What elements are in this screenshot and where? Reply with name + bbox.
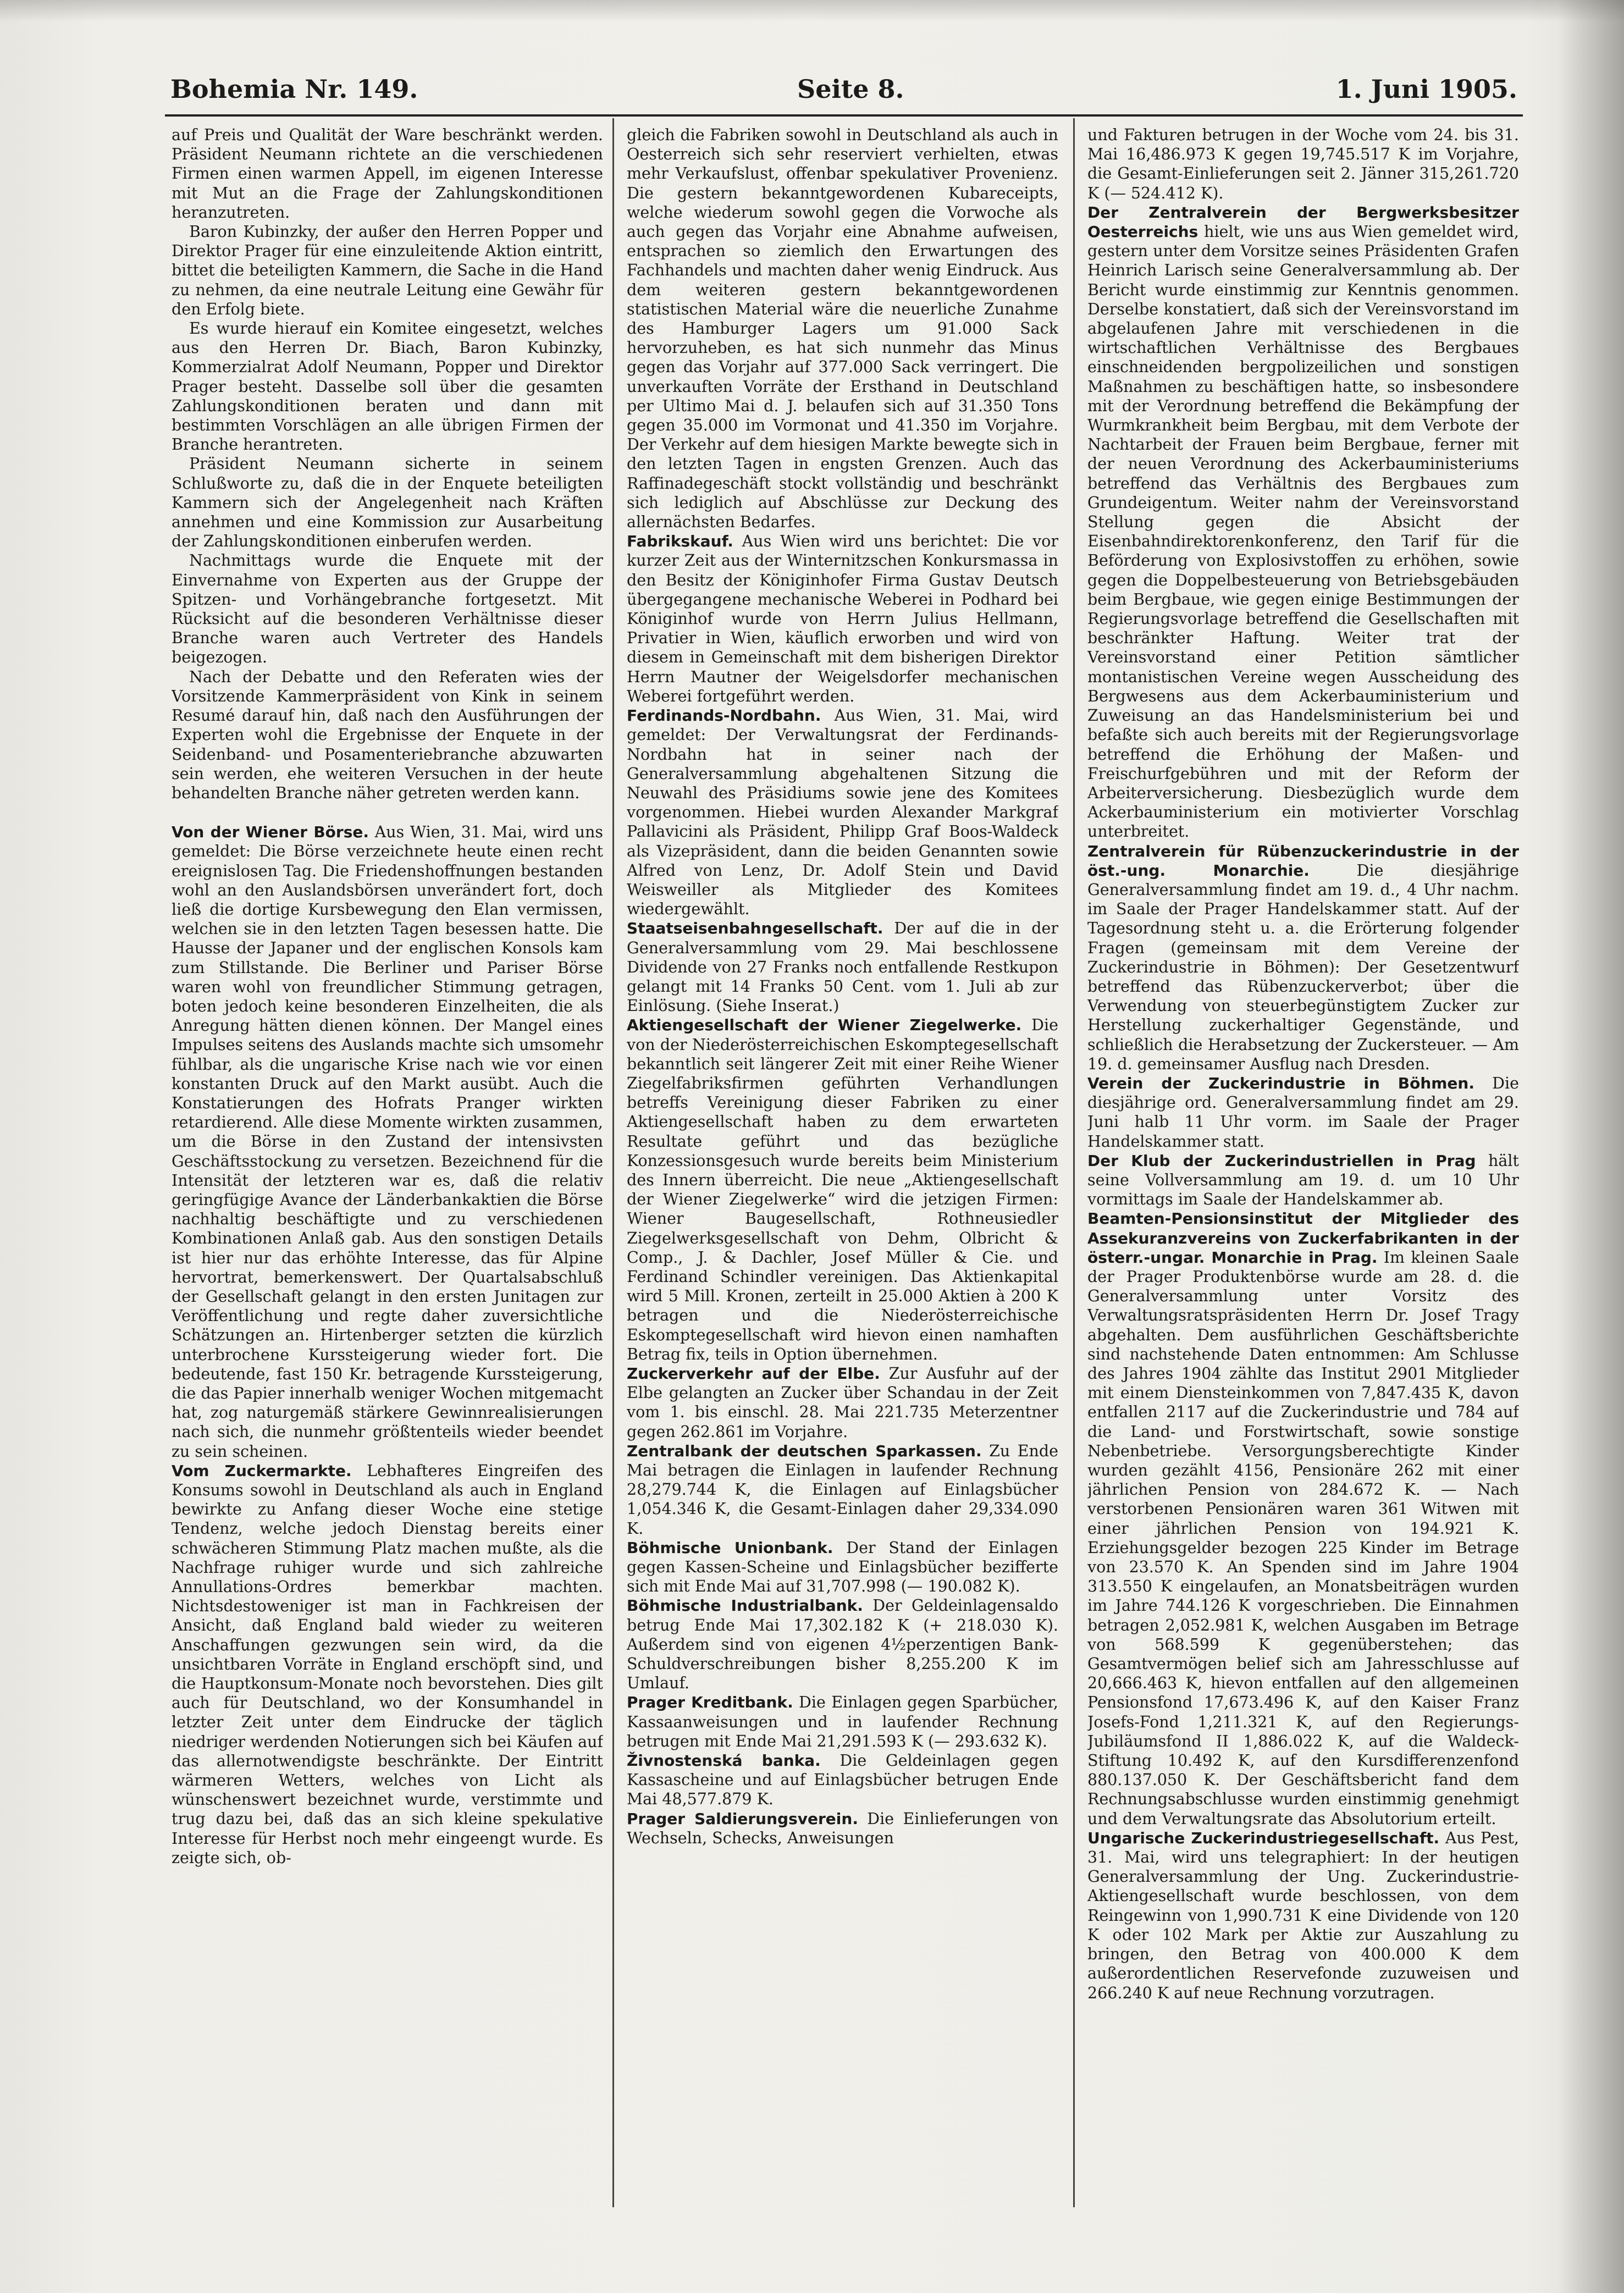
column-2: [627, 125, 1058, 2203]
paragraph-text: Aus Pest, 31. Mai, wird uns telegraphiert: In der heutigen Generalversammlung der Ung. Zuckerindustrie-Aktiengesellschaft wurde beschlossen, von dem Reingewinn von 1,990.731 K eine Dividende von 120 K oder 102 Mark per Aktie zur Auszahlung zu bringen, den Betrag von 400.000 K dem außerordentlichen Reservefonde zuzuweisen und 266.240 K auf neue Rechnung vorzutragen.: [1087, 1828, 1519, 2002]
paragraph-text: Die von der Niederösterreichischen Eskomptegesellschaft bekanntlich seit längerer Zeit mit einer Reihe Wiener Ziegelfabriksfirmen geführten Verhandlungen betreffs Vereinigung dieser Fabriken zu einer Aktiengesellschaft haben zu dem erwarteten Resultate geführt und das bezügliche Konzessionsgesuch wurde bereits beim Ministerium des Innern überreicht. Die neue „Aktiengesellschaft der Wiener Ziegelwerke“ wird die jetzigen Firmen: Wiener Baugesellschaft, Rothneusiedler Ziegelwerksgesellschaft von Dehm, Olbricht & Comp., J. & Dachler, Josef Müller & Cie. und Ferdinand Schindler vereinigen. Das Aktienkapital wird 5 Mill. Kronen, zerteilt in 25.000 Aktien à 200 K betragen und die Niederösterreichische Eskomptegesellschaft wird hievon einen namhaften Betrag fix, teils in Option übernehmen.: [627, 1016, 1058, 1363]
paragraph-text: Die Einlagen gegen Sparbücher, Kassaanweisungen und in laufender Rechnung betrugen mit Ende Mai 21,291.593 K (— 293.632 K).: [627, 1693, 1058, 1750]
news-item-heading: Prager Saldierungsverein.: [627, 1809, 858, 1828]
paragraph-text: Nach der Debatte und den Referaten wies der Vorsitzende Kammerpräsident von Kink in seinem Resumé darauf hin, daß nach den Ausführungen der Experten wohl die Ergebnisse der Enquete in der Seidenband- und Posamenteriebranche abzuwarten sein werden, ehe weiteren Versuchen in der heute behandelten Branche näher getreten werden kann.: [172, 667, 603, 802]
paragraph-text: und Fakturen betrugen in der Woche vom 24. bis 31. Mai 16,486.973 K gegen 19,745.517 K im Vorjahre, die Gesamt-Einlieferungen seit 2. Jänner 315,261.720 K (— 524.412 K).: [1087, 126, 1519, 202]
news-item-heading: Prager Kreditbank.: [627, 1693, 793, 1712]
article-paragraph: [172, 667, 603, 803]
news-item-heading: Živnostenská banka.: [627, 1751, 821, 1770]
news-item-heading: Zentralbank der deutschen Sparkassen.: [627, 1441, 982, 1460]
page-header: [170, 74, 1517, 113]
paragraph-gap: [172, 803, 603, 822]
column-3: [1087, 125, 1519, 2203]
news-item: [627, 1751, 1058, 1809]
paragraph-text: Im kleinen Saale der Prager Produktenbörse wurde am 28. d. die Generalversammlung unter Vorsitz des Verwaltungsratspräsidenten Herrn Dr. Josef Tragy abgehalten. Dem ausführlichen Geschäftsberichte sind nachstehende Daten entnommen: Am Schlusse des Jahres 1904 zählte das Institut 2901 Mitglieder mit einem Diensteinkommen von 7,847.435 K, davon entfallen 2117 auf die Zuckerindustrie und 784 auf die Land- und Forstwirtschaft, sowie sonstige Nebenbetriebe. Versorgungsberechtigte Kinder wurden gezählt 4156, Pensionäre 262 mit einer jährlichen Pension von 284.672 K. — Nach verstorbenen Pensionären waren 361 Witwen mit einer jährlichen Pension von 194.921 K. Erziehungsgelder bezogen 225 Kinder im Betrage von 23.570 K. An Spenden sind im Jahre 1904 313.550 K eingelaufen, an Monatsbeiträgen wurden im Jahre 744.126 K vorgeschrieben. Die Einnahmen betragen 2,052.981 K, welchen Ausgaben im Betrage von 568.599 K gegenüberstehen; das Gesamtvermögen belief sich am Jahresschlusse auf 20,666.463 K, hievon entfallen auf den allgemeinen Pensionsfond 17,673.496 K, auf den Kaiser Franz Josefs-Fond 1,211.321 K, auf den Regierungs-Jubiläumsfond II 1,886.022 K, auf die Waldeck-Stiftung 10.492 K, auf den Kursdifferenzenfond 880.137.050 K. Der Geschäftsbericht fand dem Rechnungsabschlusse wurden einstimmig genehmigt und dem Verwaltungsrate das Absolutorium erteilt.: [1087, 1248, 1519, 1828]
paragraph-text: Baron Kubinzky, der außer den Herren Popper und Direktor Prager für eine einzuleitende Aktion eintritt, bittet die beteiligten Kammern, die Sache in die Hand zu nehmen, da eine neutrale Leitung eine Gewähr für den Erfolg biete.: [172, 223, 603, 318]
paragraph-text: Der Stand der Einlagen gegen Kassen-Scheine und Einlagsbücher bezifferte sich mit Ende Mai auf 31,707.998 (— 190.082 K).: [627, 1538, 1058, 1596]
article-paragraph: [627, 125, 1058, 532]
article-paragraph: [172, 222, 603, 319]
news-item: [172, 822, 603, 1461]
paragraph-text: hält seine Vollversammlung am 19. d. um 10 Uhr vormittags im Saale der Handelskammer ab.: [1087, 1151, 1519, 1209]
news-item: [1087, 842, 1519, 1074]
paragraph-text: Aus Wien wird uns berichtet: Die vor kurzer Zeit aus der Winternitzschen Konkursmassa in den Besitz der Königinhofer Firma Gustav Deutsch übergegangene mechanische Weberei in Podhard bei Königinhof wurde von Herrn Julius Hellmann, Privatier in Wien, käuflich erworben und wird von diesem in Gemeinschaft mit dem bisherigen Direktor Herrn Mautner der Weigelsdorfer mechanischen Weberei fortgeführt werden.: [627, 532, 1058, 705]
article-paragraph: [172, 319, 603, 454]
paragraph-text: auf Preis und Qualität der Ware beschränkt werden. Präsident Neumann richtete an die verschiedenen Firmen einen warmen Appell, im eigenen Interesse mit Mut an die Frage der Zahlungskonditionen heranzutreten.: [172, 126, 603, 222]
header-masthead: Bohemia Nr. 149.: [170, 74, 418, 104]
paragraph-text: Die Geldeinlagen gegen Kassascheine und auf Einlagsbücher betrugen Ende Mai 48,577.879 K.: [627, 1751, 1058, 1809]
news-item: [627, 1538, 1058, 1596]
news-item: [1087, 1151, 1519, 1209]
news-item: [627, 1441, 1058, 1538]
news-item: [627, 706, 1058, 919]
scan-right-edge: [1558, 0, 1624, 2293]
paragraph-text: Präsident Neumann sicherte in seinem Schlußworte zu, daß die in der Enquete beteiligten Kammern sich der Angelegenheit nach Kräften annehmen und eine Kommission zur Ausarbeitung der Zahlungskonditionen einberufen werden.: [172, 455, 603, 551]
article-paragraph: [172, 125, 603, 222]
news-item: [172, 1461, 603, 1867]
paragraph-text: Die diesjährige Generalversammlung findet am 19. d., 4 Uhr nachm. im Saale der Prager Handelskammer statt. Auf der Tagesordnung steht u. a. die Erörterung folgender Fragen (gemeinsam mit dem Vereine der Zuckerindustrie in Böhmen): Der Gesetzentwurf betreffend das Rübenzuckerverbot; über die Verwendung von steuerbegünstigtem Zucker zur Herstellung zuckerhaltiger Gegenstände, und schließlich die Herabsetzung der Zuckersteuer. — Am 19. d. gemeinsamer Ausflug nach Dresden.: [1087, 861, 1519, 1073]
column-rule-2: [1073, 118, 1075, 2207]
article-paragraph: [172, 454, 603, 551]
news-item-heading: Fabrikskauf.: [627, 532, 733, 551]
paragraph-text: Nachmittags wurde die Enquete mit der Einvernahme von Experten aus der Gruppe der Spitzen- und Vorhängebranche fortgesetzt. Mit Rücksicht auf die besonderen Verhältnisse dieser Branche waren auch Vertreter des Handels beigezogen.: [172, 551, 603, 667]
paragraph-text: Die diesjährige ord. Generalversammlung findet am 29. Juni halb 11 Uhr vorm. im Saale der Prager Handelskammer statt.: [1087, 1074, 1519, 1151]
paragraph-text: Zu Ende Mai betragen die Einlagen in laufender Rechnung 28,279.744 K, die Einlagen auf Einlagsbücher 1,054.346 K, die Gesamt-Einlagen daher 29,334.090 K.: [627, 1441, 1058, 1538]
news-item-heading: Zuckerverkehr auf der Elbe.: [627, 1364, 880, 1383]
news-item: [1087, 203, 1519, 842]
column-rule-1: [612, 118, 614, 2207]
news-item-heading: Der Klub der Zuckerindustriellen in Prag: [1087, 1151, 1476, 1170]
scan-top-shadow: [0, 0, 1624, 22]
news-item: [627, 919, 1058, 1015]
news-item-heading: Beamten-Pensionsinstitut der Mitglieder des Assekuranzvereins von Zuckerfabrikanten in der österr.-ungar. Monarchie in Prag.: [1087, 1209, 1519, 1267]
paragraph-text: Aus Wien, 31. Mai, wird uns gemeldet: Die Börse verzeichnete heute einen recht ereignislosen Tag. Die Friedenshoffnungen bestanden wohl an den Auslandsbörsen unverändert fort, doch ließ die dortige Kursbewegung den Elan vermissen, welchen sie in den letzten Tagen besessen hatte. Die Hausse der Japaner und der englischen Konsols kam zum Stillstande. Die Berliner und Pariser Börse waren wohl von freundlicher Stimmung getragen, boten jedoch keine besonderen Einzelheiten, die als Anregung hätten dienen können. Der Mangel eines Impulses seitens des Auslands machte sich umsomehr fühlbar, als die ungarische Krise nach wie vor einen konstanten Druck auf den Markt ausübt. Auch die Konstatierungen des Hofrats Pranger wirkten retardierend. Alle diese Momente wirkten zusammen, um die Börse in den Zustand der intensivsten Geschäftsstockung zu versetzen. Bezeichnend für die Intensität der letzteren war es, daß die relativ geringfügige Avance der Länderbankaktien die Börse nachhaltig beschäftigte und zu verschiedenen Kombinationen Anlaß gab. Aus den sonstigen Details ist hier nur das erhöhte Interesse, das für Alpine hervortrat, bemerkenswert. Der Quartalsabschluß der Gesellschaft gelangt in den ersten Junitagen zur Veröffentlichung und regte daher zuversichtliche Schätzungen an. Hirtenberger setzten die kürzlich unterbrochene Kurssteigerung wieder fort. Die bedeutende, fast 150 Kr. betragende Kurssteigerung, die das Papier innerhalb weniger Wochen mitgemacht hat, zog naturgemäß stärkere Gewinnrealisierungen nach sich, die nunmehr größtenteils wieder beendet zu sein scheinen.: [172, 823, 603, 1461]
news-item: [627, 1809, 1058, 1848]
paragraph-text: Zur Ausfuhr auf der Elbe gelangten an Zucker über Schandau in der Zeit vom 1. bis einschl. 28. Mai 221.735 Meterzentner gegen 262.861 im Vorjahre.: [627, 1364, 1058, 1441]
news-item: [627, 1596, 1058, 1693]
header-page-number: Seite 8.: [797, 74, 904, 104]
header-rule: [165, 114, 1523, 117]
news-item-heading: Aktiengesellschaft der Wiener Ziegelwerke.: [627, 1016, 1022, 1035]
paragraph-text: Es wurde hierauf ein Komitee eingesetzt, welches aus den Herren Dr. Biach, Baron Kubinzky, Kommerzialrat Adolf Neumann, Popper und Direktor Prager besteht. Dasselbe soll über die gesamten Zahlungskonditionen beraten und dann mit bestimmten Vorschlägen an alle übrigen Firmen der Branche herantreten.: [172, 319, 603, 454]
news-item-heading: Staatseisenbahngesellschaft.: [627, 919, 883, 938]
paragraph-text: Lebhafteres Eingreifen des Konsums sowohl in Deutschland als auch in England bewirkte zu Anfang dieser Woche eine stetige Tendenz, welche jedoch Dienstag bereits einer schwächeren Stimmung Platz machen mußte, als die Nachfrage ruhiger wurde und sich zahlreiche Annullations-Ordres bemerkbar machten. Nichtsdestoweniger ist man in Fachkreisen der Ansicht, daß England bald wieder zu weiteren Anschaffungen gezwungen sein wird, da die unsichtbaren Vorräte in England erschöpft sind, und die Hauptkonsum-Monate noch bevorstehen. Dies gilt auch für Deutschland, wo der Konsumhandel in letzter Zeit unter dem Eindrucke der täglich niedriger werdenden Notierungen sich bei Käufen auf das allernotwendigste beschränkte. Der Eintritt wärmeren Wetters, welches von Licht als wünschenswert bezeichnet wurde, verstimmte und trug dazu bei, daß das an sich kleine spekulative Interesse für Herbst noch mehr eingeengt wurde. Es zeigte sich, ob-: [172, 1461, 603, 1867]
news-item: [1087, 1074, 1519, 1151]
news-item: [627, 1364, 1058, 1441]
article-paragraph: [172, 551, 603, 667]
news-item: [1087, 1828, 1519, 2003]
header-date: 1. Juni 1905.: [1335, 74, 1517, 104]
news-item-heading: Zentralverein für Rübenzuckerindustrie in der öst.-ung. Monarchie.: [1087, 842, 1519, 880]
paragraph-text: Die Einlieferungen von Wechseln, Schecks, Anweisungen: [627, 1809, 1058, 1847]
paragraph-text: Aus Wien, 31. Mai, wird gemeldet: Der Verwaltungsrat der Ferdinands-Nordbahn hat in seiner nach der Generalversammlung abgehaltenen Sitzung die Neuwahl des Präsidiums sowie jene des Komitees vorgenommen. Hiebei wurden Alexander Markgraf Pallavicini als Präsident, Philipp Graf Boos-Waldeck als Vizepräsident, dann die beiden Genannten sowie Alfred von Lenz, Dr. Adolf Stein und David Weisweiller als Mitglieder des Komitees wiedergewählt.: [627, 706, 1058, 919]
news-item-heading: Ferdinands-Nordbahn.: [627, 706, 821, 725]
news-item-heading: Der Zentralverein der Bergwerksbesitzer Oesterreichs: [1087, 203, 1519, 241]
news-item: [627, 1693, 1058, 1751]
paragraph-text: hielt, wie uns aus Wien gemeldet wird, gestern unter dem Vorsitze seines Präsidenten Grafen Heinrich Larisch seine Generalversammlung ab. Der Bericht wurde einstimmig zur Kenntnis genommen. Derselbe konstatiert, daß sich der Vereinsvorstand im abgelaufenen Jahre mit verschiedenen in die wirtschaftlichen Verhältnisse des Bergbaues einschneidenden bergpolizeilichen und sonstigen Maßnahmen zu beschäftigen hatte, so insbesondere mit der Verordnung betreffend die Bekämpfung der Wurmkrankheit beim Bergbau, mit dem Verbote der Nachtarbeit der Frauen beim Bergbaue, ferner mit der neuen Verordnung des Ackerbauministeriums betreffend das Verhältnis des Bergbaues zum Grundeigentum. Weiter nahm der Vereinsvorstand Stellung gegen die Absicht der Eisenbahndirektorenkonferenz, den Tarif für die Beförderung von Explosivstoffen zu erhöhen, sowie gegen die Doppelbesteuerung von Betriebsgebäuden beim Bergbaue, wie gegen einige Bestimmungen der Regierungsvorlage betreffend die Gesellschaften mit beschränkter Haftung. Weiter trat der Vereinsvorstand einer Petition sämtlicher montanistischen Vereine wegen Ausscheidung des Bergwesens aus dem Ackerbauministerium und Zuweisung an das Handelsministerium bei und befaßte sich auch bereits mit der Regierungsvorlage betreffend die Erhöhung der Maßen- und Freischurfgebühren und mit der Reform der Arbeiterversicherung. Diesbezüglich wurde dem Ackerbauministerium ein motivierter Vorschlag unterbreitet.: [1087, 223, 1519, 841]
news-item-heading: Böhmische Unionbank.: [627, 1538, 833, 1557]
news-item-heading: Ungarische Zuckerindustriegesellschaft.: [1087, 1828, 1440, 1847]
news-item: [627, 1015, 1058, 1364]
column-1: [172, 125, 603, 2203]
news-item-heading: Von der Wiener Börse.: [172, 823, 369, 842]
news-item-heading: Verein der Zuckerindustrie in Böhmen.: [1087, 1074, 1474, 1092]
paragraph-text: gleich die Fabriken sowohl in Deutschland als auch in Oesterreich sich sehr reserviert verhielten, etwas mehr Verkaufslust, offenbar spekulativer Provenienz. Die gestern bekanntgewordenen Kubareceipts, welche wiederum sowohl gegen die Vorwoche als auch gegen das Vorjahr eine Abnahme aufweisen, entsprachen so ziemlich den Erwartungen des Fachhandels und machten daher wenig Eindruck. Aus dem weiteren gestern bekanntgewordenen statistischen Material wäre die neuerliche Zunahme des Hamburger Lagers um 91.000 Sack hervorzuheben, es hat sich nunmehr das Minus gegen das Vorjahr auf 377.000 Sack verringert. Die unverkauften Vorräte der Ersthand in Deutschland per Ultimo Mai d. J. belaufen sich auf 31.350 Tons gegen 35.000 im Vormonat und 41.350 im Vorjahre. Der Verkehr auf dem hiesigen Markte bewegte sich in den letzten Tagen in engsten Grenzen. Auch das Raffinadegeschäft stockt vollständig und beschränkt sich lediglich auf Abschlüsse zur Deckung des allernächsten Bedarfes.: [627, 126, 1058, 532]
paragraph-text: Der Geldeinlagensaldo betrug Ende Mai 17,302.182 K (+ 218.030 K). Außerdem sind von eigenen 4½perzentigen Bank-Schuldverschreibungen bisher 8,255.200 K im Umlauf.: [627, 1596, 1058, 1693]
news-item-heading: Böhmische Industrialbank.: [627, 1596, 863, 1615]
article-paragraph: [1087, 125, 1519, 203]
news-item-heading: Vom Zuckermarkte.: [172, 1461, 352, 1480]
paragraph-text: Der auf die in der Generalversammlung vom 29. Mai beschlossene Dividende von 27 Franks noch entfallende Restkupon gelangt mit 14 Franks 50 Cent. vom 1. Juli ab zur Einlösung. (Siehe Inserat.): [627, 919, 1058, 1015]
news-item: [1087, 1209, 1519, 1828]
news-item: [627, 532, 1058, 706]
